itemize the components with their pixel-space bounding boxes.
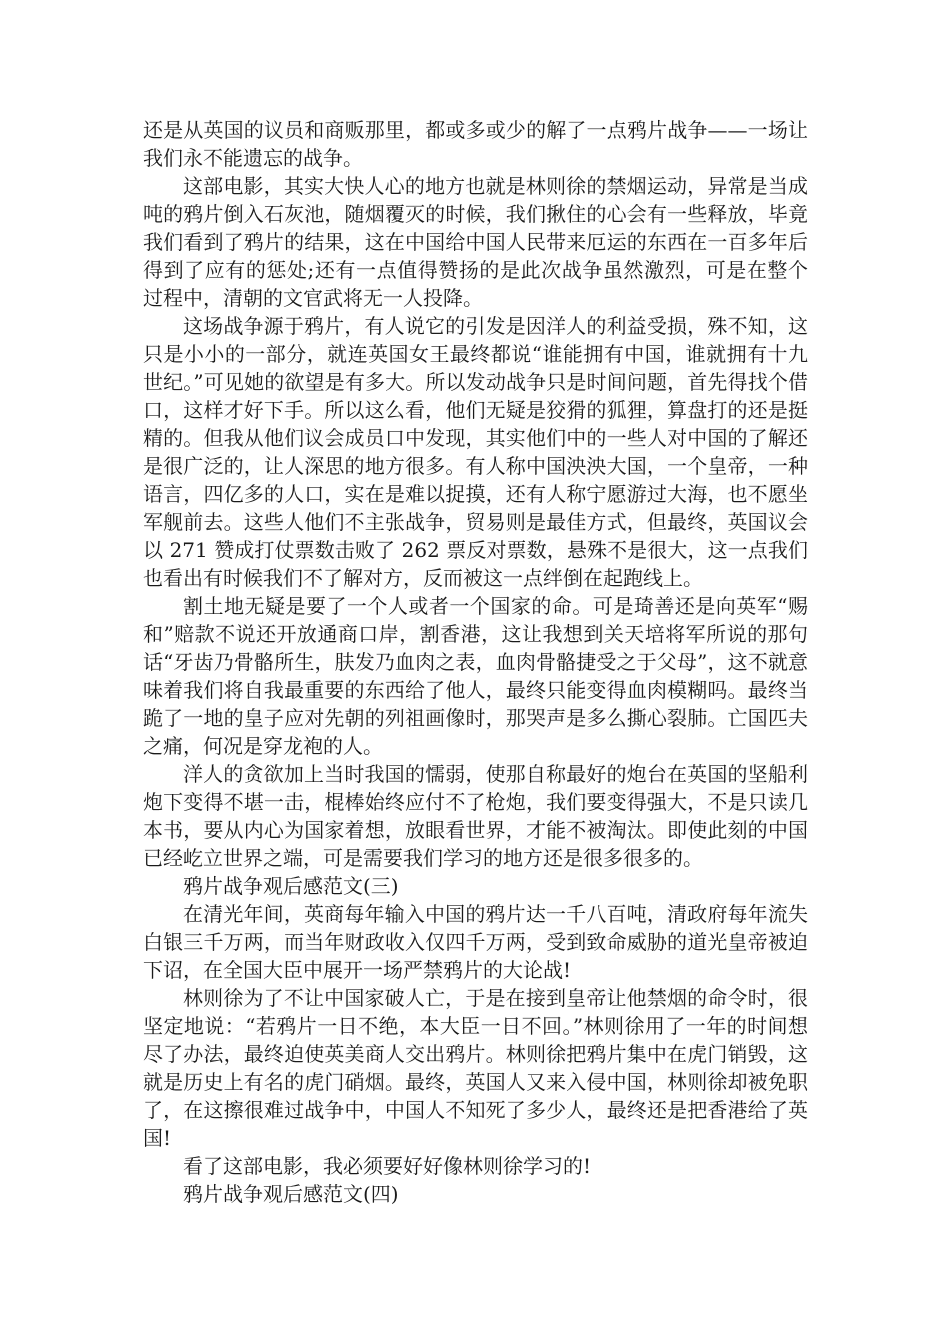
section-heading: 鸦片战争观后感范文(三) <box>183 874 399 898</box>
paragraph: 这部电影，其实大快人心的地方也就是林则徐的禁烟运动，异常是当成吨的鸦片倒入石灰池，随烟覆灭的时候，我们揪住的心会有一些释放，毕竟我们看到了鸦片的结果，这在中国给中国人民带来厄运的东西在一百多年后得到了应有的惩处;还有一点值得赞扬的是此次战争虽然激烈，可是在整个过程中，清朝的文官武将无一人投降。 <box>143 174 808 310</box>
paragraph: 林则徐为了不让中国家破人亡，于是在接到皇帝让他禁烟的命令时，很坚定地说：“若鸦片一日不绝，本大臣一日不回。”林则徐用了一年的时间想尽了办法，最终迫使英美商人交出鸦片。林则徐把鸦片集中在虎门销毁，这就是历史上有名的虎门硝烟。最终，英国人又来入侵中国，林则徐却被免职了，在这擦很难过战争中，中国人不知死了多少人，最终还是把香港给了英国! <box>143 986 808 1150</box>
paragraph: 割土地无疑是要了一个人或者一个国家的命。可是琦善还是向英军“赐和”赔款不说还开放通商口岸，割香港，这让我想到关天培将军所说的那句话“牙齿乃骨骼所生，肤发乃血肉之表，血肉骨骼捷受之于父母”，这不就意味着我们将自我最重要的东西给了他人，最终只能变得血肉模糊吗。最终当跪了一地的皇子应对先朝的列祖画像时，那哭声是多么撕心裂肺。亡国匹夫之痛，何况是穿龙袍的人。 <box>143 594 808 758</box>
paragraph: 还是从英国的议员和商贩那里，都或多或少的解了一点鸦片战争——一场让我们永不能遗忘的战争。 <box>143 118 808 170</box>
paragraph: 洋人的贪欲加上当时我国的懦弱，使那自称最好的炮台在英国的坚船利炮下变得不堪一击，棍棒始终应付不了枪炮，我们要变得强大，不是只读几本书，要从内心为国家着想，放眼看世界，才能不被淘汰。即使此刻的中国已经屹立世界之端，可是需要我们学习的地方还是很多很多的。 <box>143 762 808 870</box>
document-body <box>143 116 808 1208</box>
section-heading: 鸦片战争观后感范文(四) <box>183 1182 399 1206</box>
paragraph: 看了这部电影，我必须要好好像林则徐学习的! <box>183 1154 592 1178</box>
paragraph: 这场战争源于鸦片，有人说它的引发是因洋人的利益受损，殊不知，这只是小小的一部分，就连英国女王最终都说“谁能拥有中国，谁就拥有十九世纪。”可见她的欲望是有多大。所以发动战争只是时间问题，首先得找个借口，这样才好下手。所以这么看，他们无疑是狡猾的狐狸，算盘打的还是挺精的。但我从他们议会成员口中发现，其实他们中的一些人对中国的了解还是很广泛的，让人深思的地方很多。有人称中国泱泱大国，一个皇帝，一种语言，四亿多的人口，实在是难以捉摸，还有人称宁愿游过大海，也不愿坐军舰前去。这些人他们不主张战争，贸易则是最佳方式，但最终，英国议会以 271 赞成打仗票数击败了 262 票反对票数，悬殊不是很大，这一点我们也看出有时候我们不了解对方，反而被这一点绊倒在起跑线上。 <box>143 314 808 590</box>
paragraph: 在清光年间，英商每年输入中国的鸦片达一千八百吨，清政府每年流失白银三千万两，而当年财政收入仅四千万两，受到致命威胁的道光皇帝被迫下诏，在全国大臣中展开一场严禁鸦片的大论战! <box>143 902 808 982</box>
